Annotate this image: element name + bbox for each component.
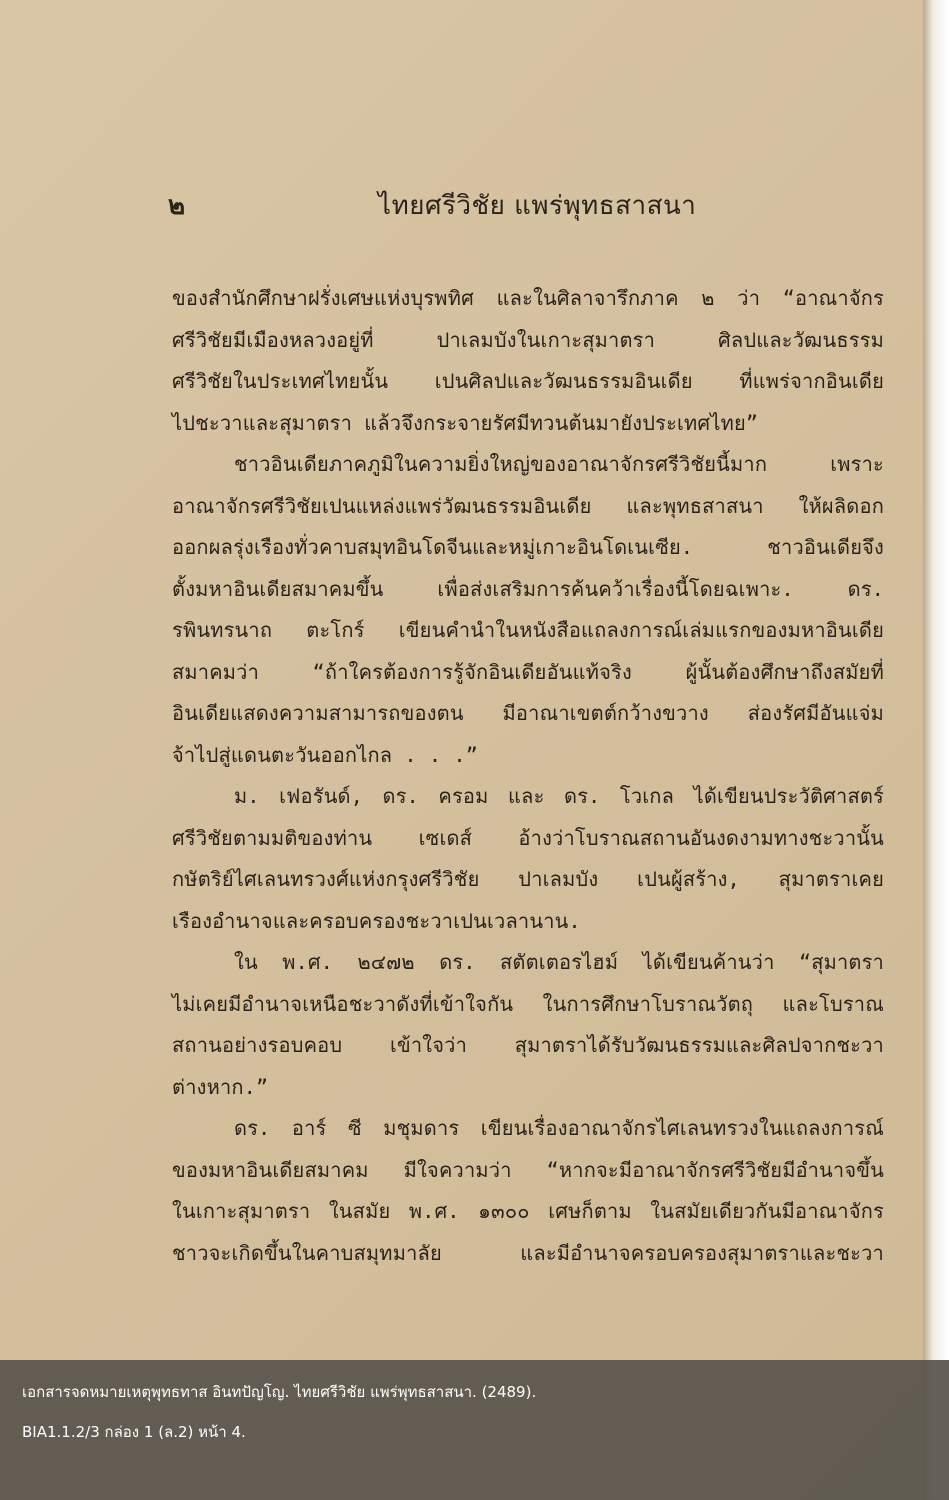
text-line: ชาวอินเดียภาคภูมิในความยิ่งใหญ่ของอาณาจักรศรีวิชัยนี้มาก เพราะ [234,452,884,476]
text-line: ต่างหาก.” [172,1074,269,1099]
page-number: ๒ [168,191,186,221]
text-line: ไม่เคยมีอำนาจเหนือชะวาดังที่เข้าใจกัน ในการศึกษาโบราณวัตถุ และโบราณ [172,991,884,1016]
page-header [168,185,888,225]
text-line: ในเกาะสุมาตรา ในสมัย พ.ศ. ๑๓๐๐ เศษก็ตาม ในสมัยเดียวกันมีอาณาจักร [172,1199,884,1223]
text-line: เรืองอำนาจและครอบครองชะวาเปนเวลานาน. [172,908,581,933]
text-line: ของสำนักศึกษาฝรั่งเศษแห่งบุรพทิศ และในศิลาจารึกภาค ๒ ว่า “อาณาจักร [172,286,884,310]
text-line: อาณาจักรศรีวิชัยเปนแหล่งแพร่วัฒนธรรมอินเดีย และพุทธสาสนา ให้ผลิดอก [172,493,884,518]
text-line: ชาวจะเกิดขึ้นในคาบสมุทมาลัย และมีอำนาจครอบครองสุมาตราและชะวา [172,1240,884,1265]
text-line: จ้าไปสู่แดนตะวันออกไกล . . .” [172,742,478,767]
text-line: ศรีวิชัยตามมติของท่าน เซเดส์ อ้างว่าโบราณสถานอันงดงามทางชะวานั้น [172,825,884,850]
page-edge-shadow [923,0,949,1500]
text-line: ดร. อาร์ ซี มชุมดาร เขียนเรื่องอาณาจักรไศเลนทรวงในแถลงการณ์ [234,1116,884,1140]
text-line: สถานอย่างรอบคอบ เข้าใจว่า สุมาตราได้รับวัฒนธรรมและศิลปจากชะวา [172,1033,884,1057]
text-line: ของมหาอินเดียสมาคม มีใจความว่า “หากจะมีอาณาจักรศรีวิชัยมีอำนาจขึ้น [172,1157,884,1182]
text-line: กษัตริย์ไศเลนทรวงศ์แห่งกรุงศรีวิชัย ปาเลมบัง เปนผู้สร้าง, สุมาตราเคย [172,867,884,891]
text-line: สมาคมว่า “ถ้าใครต้องการรู้จักอินเดียอันแท้จริง ผู้นั้นต้องศึกษาถึงสมัยที่ [172,659,884,684]
text-line: ม. เฟอรันด์, ดร. ครอม และ ดร. โวเกล ได้เขียนประวัติศาสตร์ [234,784,884,808]
text-line: ศรีวิชัยในประเทศไทยนั้น เปนศิลปและวัฒนธรรมอินเดีย ที่แพร่จากอินเดีย [172,369,884,393]
text-line: รพินทรนาถ ตะโกร์ เขียนคำนำในหนังสือแถลงการณ์เล่มแรกของมหาอินเดีย [172,618,884,642]
body-text [172,278,884,1274]
running-title: ไทยศรีวิชัย แพร่พุทธสาสนา [378,191,697,221]
text-line: ใน พ.ศ. ๒๔๗๒ ดร. สตัตเตอรไฮม์ ได้เขียนค้านว่า “สุมาตรา [234,950,884,974]
text-line: ศรีวิชัยมีเมืองหลวงอยู่ที่ ปาเลมบังในเกาะสุมาตรา ศิลปและวัฒนธรรม [172,327,884,352]
text-line: อินเดียแสดงความสามารถของตน มีอาณาเขตต์กว้างขวาง ส่องรัศมีอันแจ่ม [172,701,884,725]
text-line: ตั้งมหาอินเดียสมาคมขึ้น เพื่อส่งเสริมการค้นคว้าเรื่องนี้โดยฉเพาะ. ดร. [172,576,884,601]
text-line: ไปชะวาและสุมาตรา แล้วจึงกระจายรัศมีทวนต้นมายังประเทศไทย” [172,410,759,435]
text-line: ออกผลรุ่งเรืองทั่วคาบสมุทอินโดจีนและหมู่เกาะอินโดเนเซีย. ชาวอินเดียจึง [172,535,884,559]
caption-archive-reference: BIA1.1.2/3 กล่อง 1 (ล.2) หน้า 4. [22,1423,246,1441]
image-caption [0,1360,949,1500]
caption-citation: เอกสารจดหมายเหตุพุทธทาส อินทปัญโญ. ไทยศรีวิชัย แพร่พุทธสาสนา. (2489). [22,1383,537,1401]
